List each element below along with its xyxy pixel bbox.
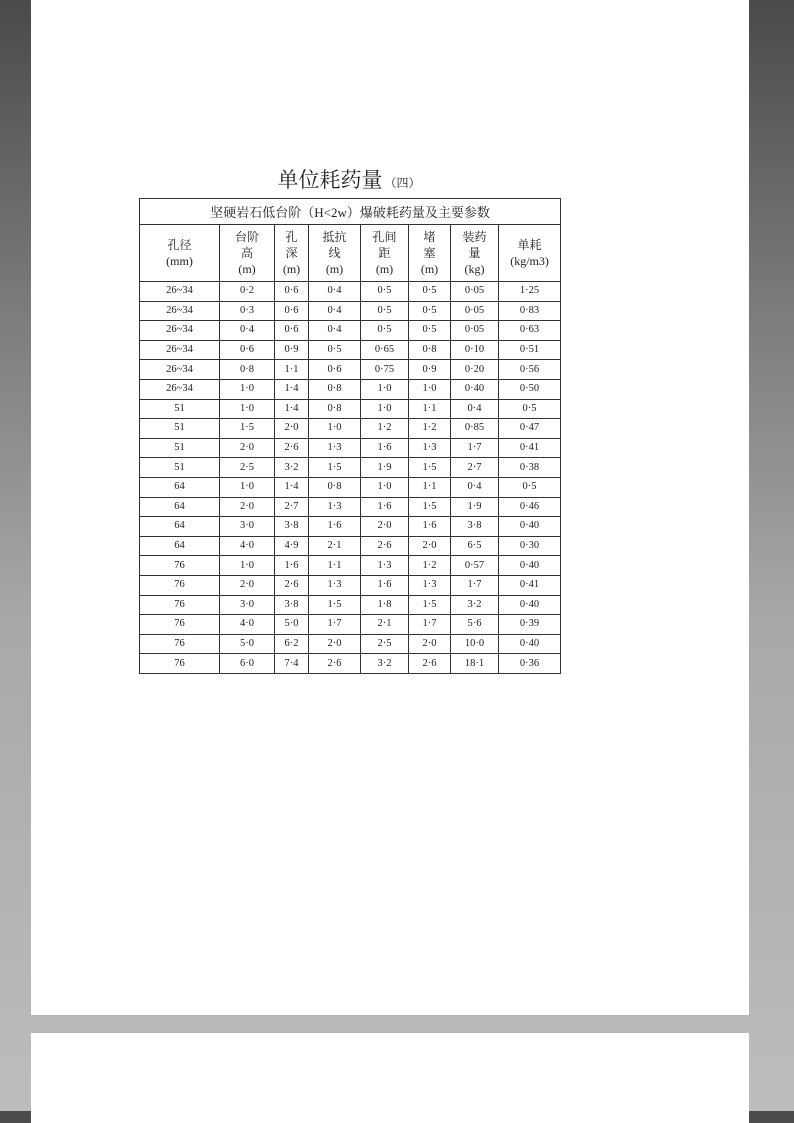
column-header-line: 单耗 — [517, 238, 542, 252]
table-cell: 0·3 — [220, 301, 275, 321]
table-cell: 0·05 — [451, 301, 499, 321]
table-cell: 0·39 — [499, 615, 561, 635]
table-cell: 1·0 — [361, 379, 409, 399]
table-cell: 6·5 — [451, 536, 499, 556]
table-cell: 1·6 — [275, 556, 309, 576]
table-cell: 26~34 — [140, 379, 220, 399]
table-row — [140, 282, 561, 302]
table-cell: 1·9 — [451, 497, 499, 517]
column-header-line: (kg) — [464, 262, 485, 276]
table-cell: 3·0 — [220, 517, 275, 537]
table-row — [140, 615, 561, 635]
table-cell: 0·6 — [309, 360, 361, 380]
table-cell: 3·8 — [275, 595, 309, 615]
column-header-line: (m) — [325, 262, 344, 276]
table-cell: 0·8 — [309, 379, 361, 399]
table-cell: 1·3 — [309, 438, 361, 458]
column-header — [361, 225, 409, 282]
column-header — [499, 225, 561, 282]
table-row — [140, 419, 561, 439]
table-cell: 2·0 — [275, 419, 309, 439]
table-cell: 0·5 — [499, 477, 561, 497]
table-cell: 76 — [140, 556, 220, 576]
table-cell: 1·0 — [220, 556, 275, 576]
table-cell: 0·5 — [409, 301, 451, 321]
table-cell: 2·6 — [361, 536, 409, 556]
table-cell: 4·0 — [220, 536, 275, 556]
table-cell: 6·0 — [220, 654, 275, 674]
table-cell: 2·6 — [275, 438, 309, 458]
column-header — [451, 225, 499, 282]
column-header — [309, 225, 361, 282]
table-row — [140, 556, 561, 576]
column-header-line: (kg/m3) — [510, 254, 549, 268]
table-cell: 1·2 — [361, 419, 409, 439]
table-cell: 76 — [140, 654, 220, 674]
table-cell: 51 — [140, 399, 220, 419]
table-cell: 2·6 — [275, 575, 309, 595]
table-header-row — [140, 225, 561, 282]
column-header-line: 深 — [285, 246, 298, 260]
column-header-line: 距 — [378, 246, 391, 260]
table-cell: 2·0 — [409, 634, 451, 654]
table-cell: 1·7 — [451, 438, 499, 458]
table-cell: 2·0 — [220, 438, 275, 458]
table-cell: 0·56 — [499, 360, 561, 380]
table-row — [140, 458, 561, 478]
table-cell: 76 — [140, 634, 220, 654]
table-cell: 3·8 — [275, 517, 309, 537]
table-cell: 6·2 — [275, 634, 309, 654]
table-row — [140, 340, 561, 360]
table-cell: 0·41 — [499, 575, 561, 595]
table-cell: 0·40 — [499, 595, 561, 615]
table-cell: 76 — [140, 595, 220, 615]
table-cell: 0·2 — [220, 282, 275, 302]
table-cell: 18·1 — [451, 654, 499, 674]
table-cell: 2·6 — [409, 654, 451, 674]
table-cell: 0·6 — [220, 340, 275, 360]
table-cell: 0·63 — [499, 321, 561, 341]
table-cell: 1·1 — [409, 477, 451, 497]
column-header — [140, 225, 220, 282]
table-cell: 0·85 — [451, 419, 499, 439]
column-header — [275, 225, 309, 282]
table-cell: 0·4 — [220, 321, 275, 341]
table-cell: 0·50 — [499, 379, 561, 399]
table-cell: 0·5 — [361, 282, 409, 302]
table-cell: 5·0 — [275, 615, 309, 635]
table-row — [140, 438, 561, 458]
table-cell: 0·05 — [451, 321, 499, 341]
table-cell: 5·0 — [220, 634, 275, 654]
table-cell: 26~34 — [140, 340, 220, 360]
table-cell: 0·6 — [275, 301, 309, 321]
page-title — [139, 164, 559, 194]
column-header-line: (m) — [282, 262, 301, 276]
table-cell: 1·9 — [361, 458, 409, 478]
table-cell: 64 — [140, 517, 220, 537]
table-cell: 0·8 — [220, 360, 275, 380]
table-cell: 0·46 — [499, 497, 561, 517]
column-header — [409, 225, 451, 282]
table-row — [140, 497, 561, 517]
table-cell: 1·0 — [220, 399, 275, 419]
table-cell: 0·75 — [361, 360, 409, 380]
column-header-line: (mm) — [166, 254, 193, 268]
column-header-line: 塞 — [423, 246, 436, 260]
table-cell: 1·2 — [409, 419, 451, 439]
table-cell: 1·0 — [309, 419, 361, 439]
table-cell: 1·8 — [361, 595, 409, 615]
table-cell: 0·6 — [275, 282, 309, 302]
table-cell: 0·51 — [499, 340, 561, 360]
table-cell: 1·7 — [451, 575, 499, 595]
table-cell: 1·0 — [361, 477, 409, 497]
column-header — [220, 225, 275, 282]
table-cell: 0·5 — [361, 321, 409, 341]
table-cell: 2·7 — [275, 497, 309, 517]
table-cell: 0·5 — [309, 340, 361, 360]
table-cell: 10·0 — [451, 634, 499, 654]
column-header-line: 装药 — [462, 230, 487, 244]
table-cell: 26~34 — [140, 321, 220, 341]
table-cell: 1·25 — [499, 282, 561, 302]
column-header-line: 高 — [240, 246, 253, 260]
table-cell: 0·6 — [275, 321, 309, 341]
table-cell: 5·6 — [451, 615, 499, 635]
table-cell: 76 — [140, 615, 220, 635]
table-cell: 2·0 — [220, 497, 275, 517]
table-cell: 0·4 — [309, 321, 361, 341]
table-cell: 0·40 — [499, 556, 561, 576]
table-cell: 2·0 — [309, 634, 361, 654]
table-cell: 0·4 — [451, 399, 499, 419]
table-cell: 0·8 — [409, 340, 451, 360]
table-cell: 1·1 — [275, 360, 309, 380]
column-header-line: 孔间 — [372, 230, 397, 244]
table-cell: 1·5 — [409, 497, 451, 517]
table-cell: 1·6 — [309, 517, 361, 537]
table-cell: 1·6 — [361, 438, 409, 458]
table-cell: 64 — [140, 536, 220, 556]
table-cell: 3·0 — [220, 595, 275, 615]
table-row — [140, 654, 561, 674]
table-cell: 3·2 — [361, 654, 409, 674]
table-cell: 2·6 — [309, 654, 361, 674]
table-cell: 1·5 — [309, 595, 361, 615]
table-cell: 1·6 — [409, 517, 451, 537]
table-cell: 1·3 — [409, 575, 451, 595]
document-page — [31, 0, 749, 1015]
table-row — [140, 321, 561, 341]
table-cell: 64 — [140, 497, 220, 517]
table-cell: 0·40 — [499, 634, 561, 654]
table-cell: 0·38 — [499, 458, 561, 478]
table-cell: 1·2 — [409, 556, 451, 576]
table-cell: 51 — [140, 458, 220, 478]
table-cell: 0·9 — [275, 340, 309, 360]
column-header-line: 堵 — [423, 230, 436, 244]
column-header-line: (m) — [375, 262, 394, 276]
blasting-parameters-table — [139, 198, 561, 674]
table-cell: 2·5 — [220, 458, 275, 478]
table-cell: 26~34 — [140, 301, 220, 321]
table-cell: 1·5 — [409, 458, 451, 478]
table-cell: 1·1 — [409, 399, 451, 419]
table-cell: 2·1 — [309, 536, 361, 556]
table-cell: 64 — [140, 477, 220, 497]
table-cell: 3·8 — [451, 517, 499, 537]
column-header-line: 抵抗 — [322, 230, 347, 244]
table-cell: 2·1 — [361, 615, 409, 635]
table-row — [140, 595, 561, 615]
column-header-line: 台阶 — [234, 230, 259, 244]
table-cell: 2·0 — [220, 575, 275, 595]
table-cell: 2·7 — [451, 458, 499, 478]
column-header-line: 线 — [328, 246, 341, 260]
table-cell: 0·83 — [499, 301, 561, 321]
table-cell: 7·4 — [275, 654, 309, 674]
table-cell: 0·5 — [409, 321, 451, 341]
table-cell: 26~34 — [140, 282, 220, 302]
table-cell: 1·0 — [220, 477, 275, 497]
table-cell: 4·0 — [220, 615, 275, 635]
table-cell: 1·4 — [275, 477, 309, 497]
table-cell: 0·10 — [451, 340, 499, 360]
title-main: 单位耗药量 — [277, 168, 383, 192]
table-row — [140, 399, 561, 419]
table-cell: 0·40 — [451, 379, 499, 399]
table-cell: 0·05 — [451, 282, 499, 302]
table-cell: 2·0 — [361, 517, 409, 537]
table-cell: 1·5 — [220, 419, 275, 439]
table-cell: 0·41 — [499, 438, 561, 458]
table-cell: 0·8 — [309, 399, 361, 419]
table-cell: 76 — [140, 575, 220, 595]
table-cell: 0·5 — [409, 282, 451, 302]
table-row — [140, 536, 561, 556]
table-cell: 1·3 — [361, 556, 409, 576]
table-row — [140, 360, 561, 380]
table-cell: 0·40 — [499, 517, 561, 537]
table-row — [140, 634, 561, 654]
column-header-line: 量 — [468, 246, 481, 260]
table-cell: 0·20 — [451, 360, 499, 380]
table-cell: 2·0 — [409, 536, 451, 556]
table-body — [140, 282, 561, 674]
table-cell: 0·57 — [451, 556, 499, 576]
table-cell: 1·5 — [409, 595, 451, 615]
table-row — [140, 301, 561, 321]
table-cell: 1·0 — [361, 399, 409, 419]
table-cell: 1·6 — [361, 497, 409, 517]
table-cell: 0·5 — [361, 301, 409, 321]
table-cell: 4·9 — [275, 536, 309, 556]
table-cell: 3·2 — [275, 458, 309, 478]
table-cell: 1·4 — [275, 379, 309, 399]
table-cell: 0·4 — [309, 282, 361, 302]
column-header-line: 孔径 — [167, 238, 192, 252]
next-page — [31, 1033, 749, 1123]
table-cell: 0·9 — [409, 360, 451, 380]
table-cell: 1·5 — [309, 458, 361, 478]
table-cell: 1·0 — [220, 379, 275, 399]
table-row — [140, 575, 561, 595]
table-cell: 1·7 — [309, 615, 361, 635]
table-cell: 0·8 — [309, 477, 361, 497]
table-row — [140, 379, 561, 399]
column-header-line: (m) — [238, 262, 256, 276]
table-cell: 1·3 — [409, 438, 451, 458]
table-row — [140, 517, 561, 537]
title-sub: （四） — [384, 176, 421, 190]
table-cell: 1·3 — [309, 497, 361, 517]
column-header-line: (m) — [420, 262, 439, 276]
table-cell: 2·5 — [361, 634, 409, 654]
table-cell: 0·30 — [499, 536, 561, 556]
table-cell: 1·7 — [409, 615, 451, 635]
table-cell: 26~34 — [140, 360, 220, 380]
table-cell: 1·0 — [409, 379, 451, 399]
table-cell: 0·36 — [499, 654, 561, 674]
table-cell: 0·47 — [499, 419, 561, 439]
table-cell: 1·4 — [275, 399, 309, 419]
table-cell: 0·65 — [361, 340, 409, 360]
table-cell: 1·6 — [361, 575, 409, 595]
table-cell: 3·2 — [451, 595, 499, 615]
table-caption: 坚硬岩石低台阶（H<2w）爆破耗药量及主要参数 — [140, 199, 561, 225]
table-cell: 51 — [140, 438, 220, 458]
table-cell: 51 — [140, 419, 220, 439]
table-cell: 0·4 — [309, 301, 361, 321]
table-cell: 1·1 — [309, 556, 361, 576]
table-row — [140, 477, 561, 497]
column-header-line: 孔 — [285, 230, 298, 244]
table-cell: 1·3 — [309, 575, 361, 595]
table-cell: 0·5 — [499, 399, 561, 419]
table-cell: 0·4 — [451, 477, 499, 497]
